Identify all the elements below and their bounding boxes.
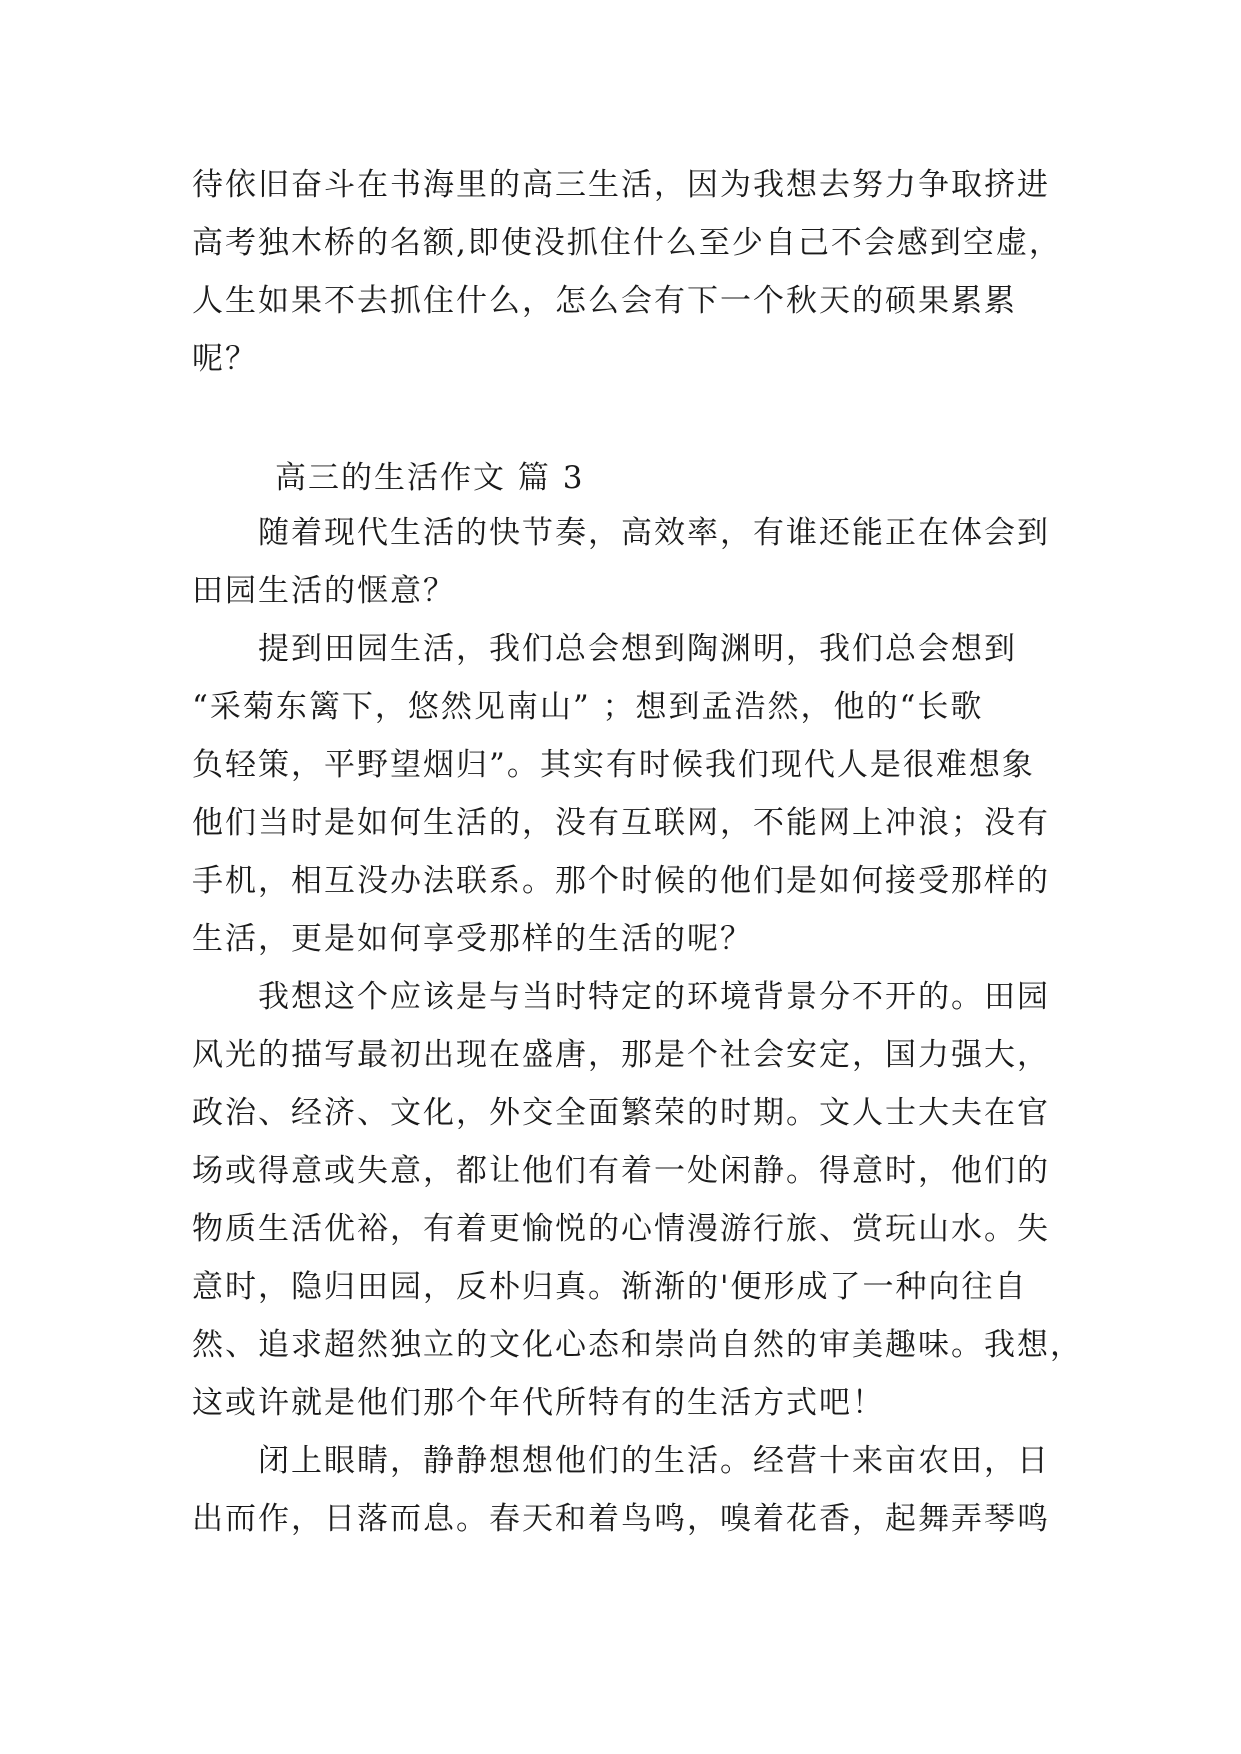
text-line: 出而作，日落而息。春天和着鸟鸣，嗅着花香，起舞弄琴鸣 [192,1501,1050,1537]
text-line: 政治、经济、文化，外交全面繁荣的时期。文人士大夫在官 [192,1095,1050,1131]
paragraph-first-line: 闭上眼睛，静静想想他们的生活。经营十来亩农田，日 [258,1443,1050,1479]
text-line: 意时，隐归田园，反朴归真。渐渐的'便形成了一种向往自 [192,1269,1028,1305]
text-line: 场或得意或失意，都让他们有着一处闲静。得意时，他们的 [192,1153,1050,1189]
text-line: 生活，更是如何享受那样的生活的呢？ [192,921,753,957]
text-line: 手机，相互没办法联系。那个时候的他们是如何接受那样的 [192,863,1050,899]
text-line: 人生如果不去抓住什么，怎么会有下一个秋天的硕果累累 [192,283,1017,319]
text-line: 田园生活的惬意？ [192,573,456,609]
section-heading: 高三的生活作文 篇 3 [275,460,585,496]
text-line: 物质生活优裕，有着更愉悦的心情漫游行旅、赏玩山水。失 [192,1211,1050,1247]
text-line: 高考独木桥的名额,即使没抓住什么至少自己不会感到空虚， [192,225,1062,261]
paragraph-first-line: 随着现代生活的快节奏，高效率，有谁还能正在体会到 [258,515,1050,551]
text-line: 他们当时是如何生活的，没有互联网，不能网上冲浪；没有 [192,805,1050,841]
text-line: 待依旧奋斗在书海里的高三生活，因为我想去努力争取挤进 [192,167,1050,203]
paragraph-first-line: 提到田园生活，我们总会想到陶渊明，我们总会想到 [258,631,1017,667]
text-line: 风光的描写最初出现在盛唐，那是个社会安定，国力强大， [192,1037,1050,1073]
text-line: 然、追求超然独立的文化心态和崇尚自然的审美趣味。我想， [192,1327,1083,1363]
text-line: 这或许就是他们那个年代所特有的生活方式吧！ [192,1385,885,1421]
paragraph-first-line: 我想这个应该是与当时特定的环境背景分不开的。田园 [258,979,1050,1015]
text-line: 负轻策，平野望烟归”。其实有时候我们现代人是很难想象 [192,747,1035,783]
text-line: 呢？ [192,341,258,377]
text-line: “采菊东篱下，悠然见南山” ；想到孟浩然，他的“长歌 [192,689,984,725]
